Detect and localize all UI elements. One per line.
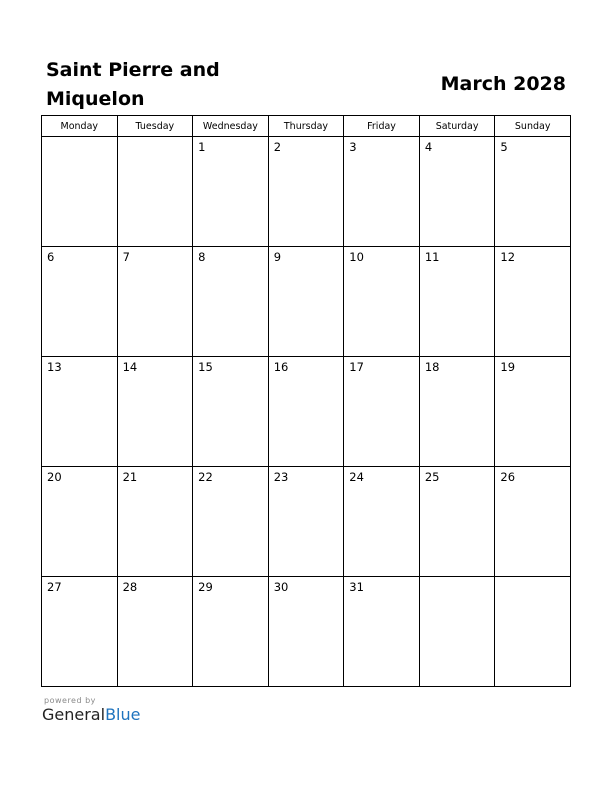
weekday-monday: Monday: [42, 116, 118, 137]
day-cell: [419, 577, 495, 687]
day-number: 5: [500, 140, 508, 154]
week-row: [42, 577, 571, 687]
day-number: 26: [500, 470, 516, 484]
calendar-grid: [41, 115, 571, 687]
day-cell: [495, 247, 571, 357]
day-cell: [193, 247, 269, 357]
day-number: 30: [273, 580, 289, 594]
weekday-header-row: [42, 116, 571, 137]
day-number: 11: [424, 250, 440, 264]
day-number: 13: [47, 360, 62, 374]
day-number: 23: [273, 470, 289, 484]
logo-blue: Blue: [105, 705, 141, 724]
day-number: 21: [122, 470, 138, 484]
day-number: 25: [424, 470, 440, 484]
day-cell: [268, 137, 344, 247]
day-cell: [344, 577, 420, 687]
month-year-title: March 2028: [440, 73, 566, 95]
day-cell: [42, 247, 118, 357]
day-cell: [42, 577, 118, 687]
day-cell: [42, 137, 118, 247]
day-cell: [268, 357, 344, 467]
day-number: 6: [47, 250, 55, 264]
weekday-tuesday: Tuesday: [117, 116, 193, 137]
day-cell: [344, 137, 420, 247]
day-cell: [268, 467, 344, 577]
day-cell: [495, 137, 571, 247]
day-cell: [117, 357, 193, 467]
logo-general: General: [42, 705, 106, 724]
day-number: 19: [500, 360, 516, 374]
day-number: 4: [424, 140, 433, 154]
weekday-sunday: Sunday: [495, 116, 571, 137]
day-number: 17: [349, 360, 364, 374]
generalblue-logo: [42, 706, 140, 724]
day-number: 2: [273, 140, 282, 154]
weekday-friday: Friday: [344, 116, 420, 137]
day-number: 24: [349, 470, 364, 484]
day-number: 12: [500, 250, 516, 264]
day-number: 31: [349, 580, 364, 594]
day-cell: [117, 137, 193, 247]
day-cell: [419, 467, 495, 577]
day-number: [495, 577, 570, 580]
day-cell: [193, 577, 269, 687]
powered-by-label: powered by: [44, 696, 96, 705]
day-cell: [42, 357, 118, 467]
day-cell: [344, 357, 420, 467]
day-number: 29: [198, 580, 213, 594]
day-number: 27: [47, 580, 62, 594]
day-cell: [117, 577, 193, 687]
day-number: 14: [122, 360, 138, 374]
day-cell: [193, 137, 269, 247]
day-number: [420, 577, 495, 580]
day-cell: [193, 357, 269, 467]
day-number: 8: [198, 250, 206, 264]
day-cell: [268, 247, 344, 357]
day-cell: [117, 467, 193, 577]
day-number: 20: [47, 470, 62, 484]
day-cell: [419, 357, 495, 467]
week-row: [42, 467, 571, 577]
day-cell: [495, 577, 571, 687]
day-cell: [344, 467, 420, 577]
day-number: 15: [198, 360, 213, 374]
week-row: [42, 137, 571, 247]
day-number: [118, 137, 193, 140]
day-cell: [268, 577, 344, 687]
day-cell: [495, 357, 571, 467]
day-cell: [42, 467, 118, 577]
weekday-saturday: Saturday: [419, 116, 495, 137]
weekday-thursday: Thursday: [268, 116, 344, 137]
day-number: 7: [122, 250, 130, 264]
day-number: [42, 137, 117, 140]
day-number: 1: [198, 140, 206, 154]
day-cell: [495, 467, 571, 577]
day-number: 10: [349, 250, 364, 264]
day-cell: [344, 247, 420, 357]
day-cell: [419, 137, 495, 247]
week-row: [42, 357, 571, 467]
brand-footer: [42, 696, 140, 724]
region-title: Saint Pierre and Miquelon: [46, 59, 220, 110]
day-number: 22: [198, 470, 213, 484]
day-number: 16: [273, 360, 289, 374]
day-cell: [117, 247, 193, 357]
day-number: 9: [273, 250, 282, 264]
weekday-wednesday: Wednesday: [193, 116, 269, 137]
day-number: 28: [122, 580, 138, 594]
day-cell: [193, 467, 269, 577]
day-number: 3: [349, 140, 357, 154]
day-cell: [419, 247, 495, 357]
week-row: [42, 247, 571, 357]
day-number: 18: [424, 360, 440, 374]
